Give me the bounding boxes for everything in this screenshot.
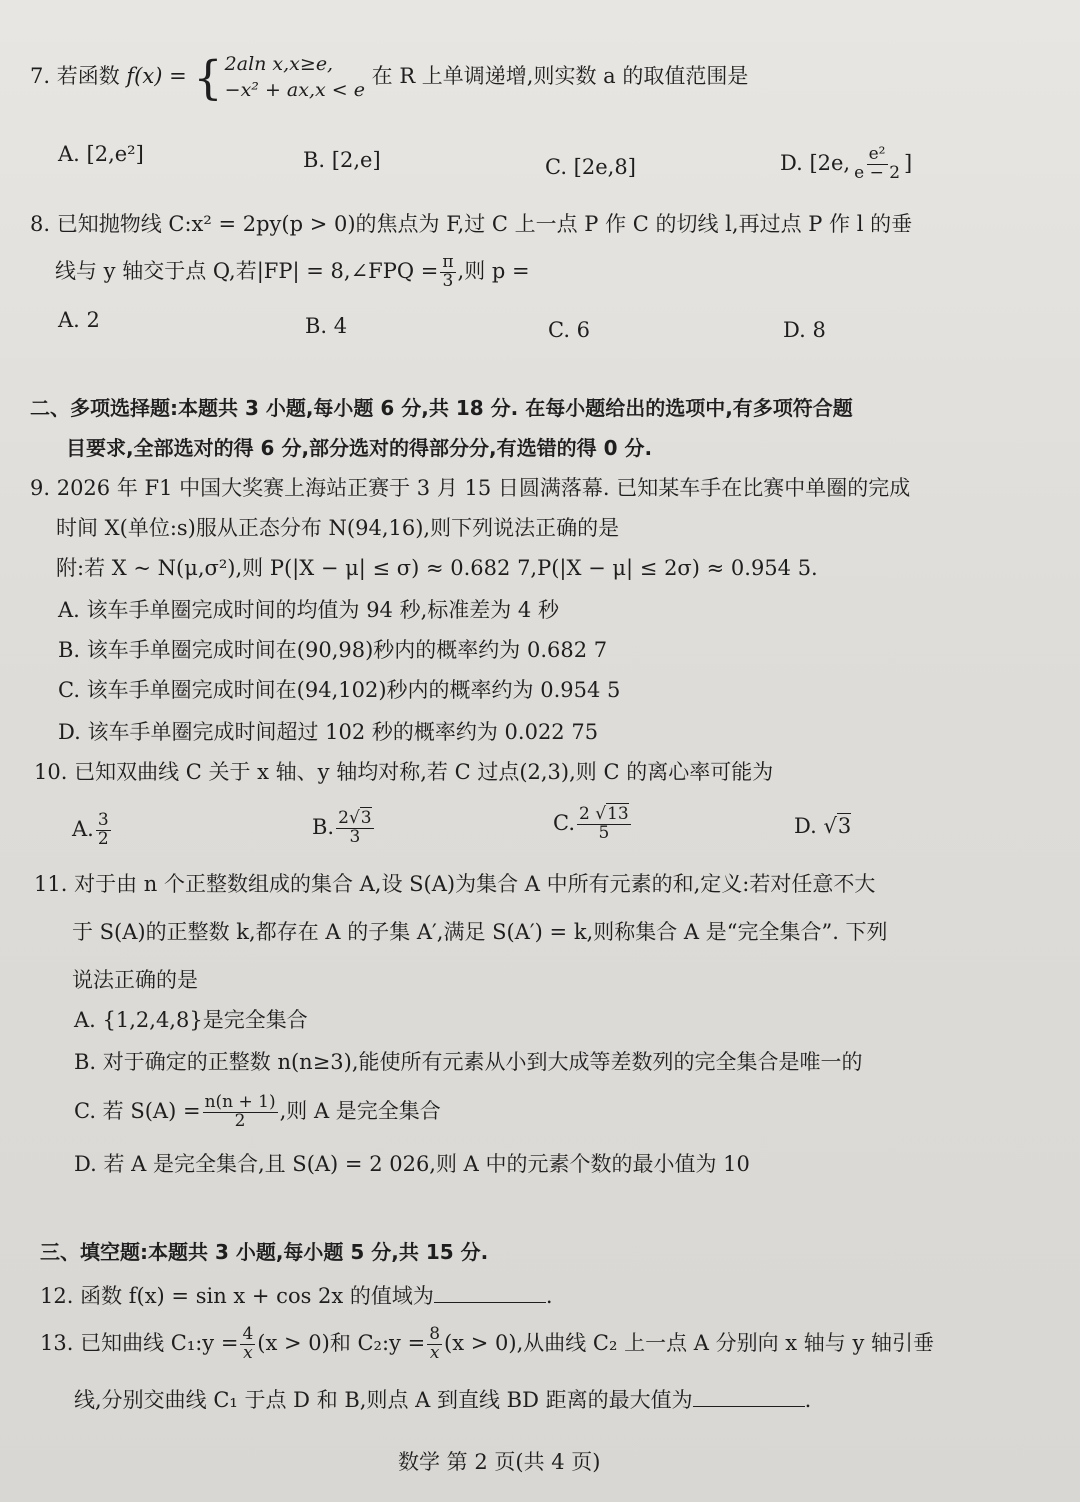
q13-frac2-num: 8 (429, 1324, 441, 1344)
q10-option-a-num: 3 (97, 810, 109, 830)
q13-end: . (804, 1388, 812, 1412)
q12-end: . (545, 1284, 553, 1308)
q7-option-d-num: e² (868, 144, 886, 164)
q7-option-b: B. [2,e] (303, 148, 381, 172)
q12-text: 12. 函数 f(x) = sin x + cos 2x 的值域为 (40, 1284, 434, 1308)
q10-option-b (312, 810, 376, 847)
q13-frac1-num: 4 (242, 1324, 254, 1344)
q11-option-c-pre: C. 若 S(A) = (74, 1098, 201, 1123)
q7-func: f(x) = (126, 64, 187, 89)
q11-option-d: D. 若 A 是完全集合,且 S(A) = 2 026,则 A 中的元素个数的最小值为 10 (74, 1152, 750, 1176)
q10-option-c-rad: 13 (607, 804, 629, 824)
q11-option-c-den: 2 (234, 1110, 246, 1131)
q10-option-a-label: A. (72, 816, 94, 841)
q10-option-c-num: 2 √13 (579, 804, 629, 824)
q8-line2-pre: 线与 y 轴交于点 Q,若|FP| = 8,∠FPQ = (55, 258, 439, 283)
q10-option-a-frac (96, 812, 111, 849)
page-footer: 数学 第 2 页(共 4 页) (398, 1450, 601, 1474)
q13-frac2-den: x (429, 1342, 440, 1363)
q13-line2 (74, 1388, 811, 1413)
q10-option-c-den: 5 (598, 822, 610, 843)
q7-stem-post: 在 R 上单调递增,则实数 a 的取值范围是 (371, 64, 749, 89)
q8-option-d: D. 8 (783, 318, 826, 342)
q7-piecewise (225, 52, 365, 103)
q8-line2 (55, 254, 530, 291)
q10-option-b-rad: 3 (360, 808, 372, 828)
q10-option-c-frac (577, 806, 631, 843)
q11-line2: 于 S(A)的正整数 k,都存在 A 的子集 A′,满足 S(A′) = k,则称集合 A 是“完全集合”. 下列 (72, 920, 888, 944)
section2-heading-cont: 目要求,全部选对的得 6 分,部分选对的得部分分,有选错的得 0 分. (66, 436, 653, 460)
q7-option-d-frac (852, 146, 902, 183)
section3-heading: 三、填空题:本题共 3 小题,每小题 5 分,共 15 分. (40, 1240, 489, 1264)
q13-frac2 (427, 1326, 442, 1363)
q11-line3: 说法正确的是 (72, 968, 198, 992)
q10-option-b-coef: 2 (338, 808, 349, 828)
q10-option-c-coef: 2 (579, 804, 590, 824)
q13-post: (x > 0),从曲线 C₂ 上一点 A 分别向 x 轴与 y 轴引垂 (444, 1330, 935, 1355)
q10-option-b-frac (336, 810, 374, 847)
q10-option-c-label: C. (553, 810, 575, 835)
q8-option-c: C. 6 (548, 318, 591, 342)
q7-option-d-post: ] (904, 150, 913, 175)
q7-piece2: −x² + ax,x < e (224, 78, 365, 101)
q7-stem-pre: 7. 若函数 (30, 64, 120, 89)
section2-heading: 二、多项选择题:本题共 3 小题,每小题 6 分,共 18 分. 在每小题给出的选项中,有多项符合题 (30, 396, 853, 420)
q7-option-d (780, 146, 912, 183)
q13-mid: (x > 0)和 C₂:y = (257, 1330, 426, 1355)
q11-option-a: A. {1,2,4,8}是完全集合 (74, 1008, 308, 1032)
q10-option-b-den: 3 (349, 826, 361, 847)
q8-frac (440, 254, 455, 291)
q8-frac-num: π (442, 252, 454, 272)
q11-option-c (74, 1094, 441, 1131)
q13-line2-text: 线,分别交曲线 C₁ 于点 D 和 B,则点 A 到直线 BD 距离的最大值为 (74, 1388, 693, 1412)
q9-option-b: B. 该车手单圈完成时间在(90,98)秒内的概率约为 0.682 7 (58, 638, 608, 662)
q13-line1 (40, 1326, 934, 1363)
q10-option-b-label: B. (312, 814, 335, 839)
q7-brace: { (193, 50, 223, 105)
q8-option-a: A. 2 (58, 308, 100, 332)
q7-option-a: A. [2,e²] (58, 142, 144, 166)
q13-pre: 13. 已知曲线 C₁:y = (40, 1330, 239, 1355)
q8-frac-den: 3 (442, 270, 454, 291)
q9-option-c: C. 该车手单圈完成时间在(94,102)秒内的概率约为 0.954 5 (58, 678, 621, 702)
q10-option-c (553, 806, 633, 843)
q9-line1: 9. 2026 年 F1 中国大奖赛上海站正赛于 3 月 15 日圆满落幕. 已知某车手在比赛中单圈的完成 (30, 476, 911, 500)
q11-option-c-post: ,则 A 是完全集合 (279, 1098, 441, 1123)
q10-option-b-num: 2√3 (338, 808, 372, 828)
q7-option-d-den: e − 2 (854, 162, 901, 183)
q9-option-a: A. 该车手单圈完成时间的均值为 94 秒,标准差为 4 秒 (58, 598, 559, 622)
q10-option-a (72, 812, 113, 849)
q7-piece1: 2aln x,x≥e, (224, 53, 334, 75)
q11-option-c-num: n(n + 1) (204, 1092, 276, 1112)
q10-option-d: D. √3 (794, 814, 852, 838)
q13-frac1-den: x (243, 1342, 253, 1363)
q7-option-d-pre: D. [2e, (780, 150, 851, 175)
q11-option-b: B. 对于确定的正整数 n(n≥3),能使所有元素从小到大成等差数列的完全集合是唯一的 (74, 1050, 863, 1074)
q13-answer-blank[interactable] (693, 1388, 805, 1407)
q9-option-d: D. 该车手单圈完成时间超过 102 秒的概率约为 0.022 75 (58, 720, 599, 744)
q7-stem (30, 52, 748, 103)
q8-option-b: B. 4 (305, 314, 348, 338)
q10-option-a-den: 2 (97, 828, 109, 849)
q13-frac1 (240, 1326, 255, 1363)
q12-answer-blank[interactable] (434, 1284, 546, 1303)
q10-option-d-rad: 3 (837, 814, 852, 838)
q9-line3: 附:若 X ~ N(μ,σ²),则 P(|X − μ| ≤ σ) ≈ 0.682 7,P(|X − μ| ≤ 2σ) ≈ 0.954 5. (56, 556, 818, 580)
q8-line2-post: ,则 p = (457, 258, 530, 283)
q10-option-d-label: D. (794, 814, 817, 838)
q11-line1: 11. 对于由 n 个正整数组成的集合 A,设 S(A)为集合 A 中所有元素的和,定义:若对任意不大 (34, 872, 876, 896)
q9-line2: 时间 X(单位:s)服从正态分布 N(94,16),则下列说法正确的是 (56, 516, 620, 540)
q10-line1: 10. 已知双曲线 C 关于 x 轴、y 轴均对称,若 C 过点(2,3),则 C 的离心率可能为 (34, 760, 774, 784)
q11-option-c-frac (203, 1094, 278, 1131)
q12-line1 (40, 1284, 553, 1309)
q8-line1: 8. 已知抛物线 C:x² = 2py(p > 0)的焦点为 F,过 C 上一点 P 作 C 的切线 l,再过点 P 作 l 的垂 (30, 212, 913, 236)
q7-option-c: C. [2e,8] (545, 155, 636, 179)
